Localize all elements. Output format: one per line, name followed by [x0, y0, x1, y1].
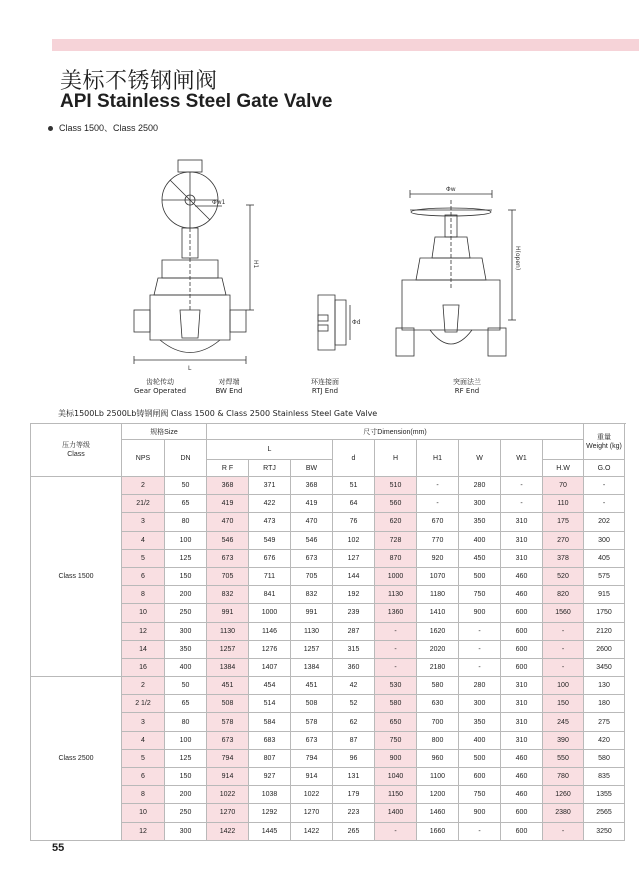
table-cell: 728 [375, 531, 417, 549]
table-cell: 310 [501, 695, 543, 713]
table-cell: - [459, 622, 501, 640]
table-cell: 549 [249, 531, 291, 549]
table-cell: 550 [543, 749, 584, 767]
table-cell: 1410 [417, 604, 459, 622]
table-cell: 960 [417, 749, 459, 767]
table-cell: 150 [165, 567, 207, 585]
table-cell: 673 [291, 731, 333, 749]
rf-header: R F [207, 460, 249, 477]
table-cell: 1130 [375, 586, 417, 604]
table-cell: 180 [584, 695, 625, 713]
table-cell: 2 [122, 477, 165, 495]
table-cell: 2020 [417, 640, 459, 658]
table-cell: 420 [584, 731, 625, 749]
table-cell: 832 [207, 586, 249, 604]
table-cell: 700 [417, 713, 459, 731]
table-cell: 470 [291, 513, 333, 531]
table-cell: 310 [501, 731, 543, 749]
gear-operated-valve-drawing [134, 160, 254, 364]
table-cell: 1355 [584, 786, 625, 804]
table-cell: 1257 [291, 640, 333, 658]
table-cell: 1260 [543, 786, 584, 804]
header-accent-band [52, 39, 639, 51]
table-cell: 400 [459, 531, 501, 549]
table-cell: 900 [459, 804, 501, 822]
caption-rtj-cn: 环连接面 [311, 378, 339, 386]
table-cell: - [375, 622, 417, 640]
table-cell: - [543, 658, 584, 676]
table-cell: 42 [333, 677, 375, 695]
table-cell: 546 [291, 531, 333, 549]
table-cell: 1022 [207, 786, 249, 804]
table-cell: 1292 [249, 804, 291, 822]
table-cell: 419 [207, 495, 249, 513]
table-cell: 125 [165, 749, 207, 767]
table-cell: 920 [417, 549, 459, 567]
table-cell: 673 [207, 549, 249, 567]
page-title-cn: 美标不锈钢闸阀 [60, 69, 218, 94]
table-cell: 350 [459, 713, 501, 731]
table-cell: 575 [584, 567, 625, 585]
table-cell: 1200 [417, 786, 459, 804]
table-cell: 500 [459, 749, 501, 767]
table-cell: 300 [459, 495, 501, 513]
table-cell: 1000 [375, 567, 417, 585]
table-cell: 915 [584, 586, 625, 604]
table-cell: 673 [291, 549, 333, 567]
table-cell: 310 [501, 531, 543, 549]
valve-drawings [100, 160, 520, 400]
pressure-class-header: 压力等级 Class [31, 424, 122, 477]
table-cell: 130 [584, 677, 625, 695]
table-cell: 750 [459, 586, 501, 604]
dim-h1-label: H1 [252, 260, 259, 269]
table-cell: 673 [207, 731, 249, 749]
table-cell: 600 [501, 658, 543, 676]
table-cell: 76 [333, 513, 375, 531]
table-cell: 300 [165, 822, 207, 840]
table-cell: 600 [501, 622, 543, 640]
table-cell: 1400 [375, 804, 417, 822]
table-cell: 270 [543, 531, 584, 549]
table-cell: 676 [249, 549, 291, 567]
table-cell: 1270 [207, 804, 249, 822]
table-cell: - [459, 658, 501, 676]
table-cell: 1038 [249, 786, 291, 804]
d-header: d [333, 440, 375, 477]
table-cell: 419 [291, 495, 333, 513]
table-cell: 900 [375, 749, 417, 767]
table-cell: 12 [122, 622, 165, 640]
table-cell: 2180 [417, 658, 459, 676]
class-cell: Class 2500 [31, 677, 122, 841]
table-cell: - [375, 658, 417, 676]
table-cell: 21/2 [122, 495, 165, 513]
table-cell: 900 [459, 604, 501, 622]
table-cell: 405 [584, 549, 625, 567]
table-cell: 1620 [417, 622, 459, 640]
table-cell: 600 [501, 804, 543, 822]
hw-header: H.W [543, 460, 584, 477]
table-cell: 683 [249, 731, 291, 749]
caption-rtj-end [300, 378, 350, 396]
caption-rf-en: RF End [454, 387, 480, 395]
table-cell: 510 [375, 477, 417, 495]
table-cell: - [459, 640, 501, 658]
table-cell: 8 [122, 786, 165, 804]
dim-l-label: L [188, 365, 192, 372]
table-cell: 2600 [584, 640, 625, 658]
table-cell: 1360 [375, 604, 417, 622]
table-cell: 580 [417, 677, 459, 695]
dim-d-label: Φd [352, 319, 361, 326]
table-cell: 508 [207, 695, 249, 713]
table-cell: - [501, 477, 543, 495]
caption-bw-cn: 对焊端 [218, 378, 240, 386]
table-cell: 310 [501, 513, 543, 531]
dn-header: DN [165, 440, 207, 477]
table-cell: 4 [122, 731, 165, 749]
table-cell: - [584, 495, 625, 513]
table-cell: 360 [333, 658, 375, 676]
table-cell: 2565 [584, 804, 625, 822]
table-cell: 239 [333, 604, 375, 622]
table-cell: - [543, 622, 584, 640]
table-cell: 310 [501, 713, 543, 731]
class-cell: Class 1500 [31, 477, 122, 677]
table-cell: 127 [333, 549, 375, 567]
table-cell: 600 [459, 768, 501, 786]
table-cell: 1146 [249, 622, 291, 640]
table-row [31, 477, 625, 495]
caption-rf-cn: 突面法兰 [453, 378, 481, 386]
page-number: 55 [52, 842, 65, 854]
table-cell: 10 [122, 604, 165, 622]
table-cell: 584 [249, 713, 291, 731]
table-cell: 245 [543, 713, 584, 731]
table-cell: 578 [291, 713, 333, 731]
table-cell: 460 [501, 586, 543, 604]
table-cell: 460 [501, 749, 543, 767]
table-cell: 2120 [584, 622, 625, 640]
table-cell: 670 [417, 513, 459, 531]
dimension-header: 尺寸Dimension(mm) [207, 424, 584, 440]
table-cell: 100 [165, 731, 207, 749]
w-header: W [459, 440, 501, 477]
rtj-end-detail-drawing [318, 295, 350, 350]
table-cell: 454 [249, 677, 291, 695]
page-title-en: API Stainless Steel Gate Valve [60, 91, 333, 112]
table-cell: - [417, 495, 459, 513]
table-cell: 835 [584, 768, 625, 786]
table-cell: 200 [165, 586, 207, 604]
table-cell: 280 [459, 477, 501, 495]
table-cell: 650 [375, 713, 417, 731]
table-cell: 100 [543, 677, 584, 695]
table-cell: 711 [249, 567, 291, 585]
table-cell: 310 [501, 677, 543, 695]
table-cell: 1560 [543, 604, 584, 622]
table-cell: 62 [333, 713, 375, 731]
table-cell: 300 [165, 622, 207, 640]
table-cell: 96 [333, 749, 375, 767]
table-cell: 422 [249, 495, 291, 513]
table-cell: 5 [122, 749, 165, 767]
table-cell: 4 [122, 531, 165, 549]
table-cell: 10 [122, 804, 165, 822]
table-cell: 192 [333, 586, 375, 604]
table-cell: 368 [291, 477, 333, 495]
caption-bw-en: BW End [215, 387, 243, 395]
table-cell: 65 [165, 695, 207, 713]
nps-header: NPS [122, 440, 165, 477]
table-cell: 820 [543, 586, 584, 604]
table-cell: 927 [249, 768, 291, 786]
table-cell: 3450 [584, 658, 625, 676]
rtj-header: RTJ [249, 460, 291, 477]
bw-header: BW [291, 460, 333, 477]
table-cell: 841 [249, 586, 291, 604]
table-cell: 287 [333, 622, 375, 640]
table-cell: 1384 [207, 658, 249, 676]
table-cell: 179 [333, 786, 375, 804]
caption-gear-cn: 齿轮传动 [146, 378, 174, 386]
table-cell: 514 [249, 695, 291, 713]
table-cell: 1422 [207, 822, 249, 840]
table-cell: 3 [122, 713, 165, 731]
class-bullet [48, 121, 158, 134]
table-cell: 175 [543, 513, 584, 531]
table-cell: 350 [459, 513, 501, 531]
table-cell: 300 [584, 531, 625, 549]
table-cell: 223 [333, 804, 375, 822]
table-cell: 560 [375, 495, 417, 513]
table-cell: 350 [165, 640, 207, 658]
table-cell: 125 [165, 549, 207, 567]
table-cell: 705 [207, 567, 249, 585]
table-cell: 14 [122, 640, 165, 658]
table-cell: 508 [291, 695, 333, 713]
table-cell: 1150 [375, 786, 417, 804]
table-cell: 100 [165, 531, 207, 549]
table-cell: 1257 [207, 640, 249, 658]
table-cell: 600 [501, 604, 543, 622]
table-cell: 832 [291, 586, 333, 604]
table-cell: 991 [291, 604, 333, 622]
table-cell: 16 [122, 658, 165, 676]
table-cell: 50 [165, 477, 207, 495]
table-cell: 2 1/2 [122, 695, 165, 713]
class-list: Class 1500、Class 2500 [59, 123, 159, 133]
table-cell: 870 [375, 549, 417, 567]
table-cell: 378 [543, 549, 584, 567]
dim-h-label: H(open) [514, 246, 521, 271]
table-cell: 80 [165, 713, 207, 731]
table-cell: 451 [207, 677, 249, 695]
table-cell: 5 [122, 549, 165, 567]
table-cell: 200 [165, 786, 207, 804]
table-cell: 473 [249, 513, 291, 531]
w1-header: W1 [501, 440, 543, 477]
table-cell: 580 [584, 749, 625, 767]
table-cell: 6 [122, 567, 165, 585]
table-cell: 368 [207, 477, 249, 495]
go-header: G.O [584, 460, 625, 477]
table-row [31, 677, 625, 695]
rf-end-valve-drawing [396, 190, 516, 356]
h-header: H [375, 440, 417, 477]
table-cell: - [543, 822, 584, 840]
table-cell: 460 [501, 786, 543, 804]
table-cell: 150 [543, 695, 584, 713]
table-cell: 250 [165, 804, 207, 822]
table-cell: 1276 [249, 640, 291, 658]
table-cell: 750 [375, 731, 417, 749]
table-cell: 451 [291, 677, 333, 695]
table-cell: 750 [459, 786, 501, 804]
caption-rf-end [442, 378, 492, 396]
table-cell: 390 [543, 731, 584, 749]
table-cell: 1407 [249, 658, 291, 676]
table-cell: 578 [207, 713, 249, 731]
bullet-dot-icon [48, 126, 53, 131]
table-cell: 530 [375, 677, 417, 695]
table-cell: 794 [291, 749, 333, 767]
table-cell: 250 [165, 604, 207, 622]
table-cell: 1130 [207, 622, 249, 640]
table-cell: 546 [207, 531, 249, 549]
table-cell: 52 [333, 695, 375, 713]
table-cell: 70 [543, 477, 584, 495]
table-cell: 991 [207, 604, 249, 622]
caption-gear-operated [130, 378, 190, 396]
table-cell: 2 [122, 677, 165, 695]
table-cell: 914 [207, 768, 249, 786]
table-cell: 1270 [291, 804, 333, 822]
table-cell: 1180 [417, 586, 459, 604]
table-cell: 794 [207, 749, 249, 767]
l-header: L [207, 440, 333, 460]
table-cell: 102 [333, 531, 375, 549]
table-cell: 400 [165, 658, 207, 676]
table-cell: 1070 [417, 567, 459, 585]
table-cell: 50 [165, 677, 207, 695]
caption-gear-en: Gear Operated [133, 387, 187, 395]
table-cell: 450 [459, 549, 501, 567]
table-cell: - [417, 477, 459, 495]
table-cell: 12 [122, 822, 165, 840]
table-cell: 265 [333, 822, 375, 840]
h1-header: H1 [417, 440, 459, 477]
table-cell: - [501, 495, 543, 513]
table-cell: 3 [122, 513, 165, 531]
table-cell: - [459, 822, 501, 840]
table-cell: 3250 [584, 822, 625, 840]
size-header: 规格Size [122, 424, 207, 440]
table-cell: 310 [501, 549, 543, 567]
table-cell: 371 [249, 477, 291, 495]
table-cell: 275 [584, 713, 625, 731]
table-cell: 1022 [291, 786, 333, 804]
table-cell: 65 [165, 495, 207, 513]
table-cell: 1660 [417, 822, 459, 840]
table-cell: 6 [122, 768, 165, 786]
table-cell: 580 [375, 695, 417, 713]
table-cell: 500 [459, 567, 501, 585]
table-cell: 800 [417, 731, 459, 749]
table-cell: 280 [459, 677, 501, 695]
table-cell: 780 [543, 768, 584, 786]
caption-bw-end [204, 378, 254, 396]
table-cell: 630 [417, 695, 459, 713]
table-cell: 1422 [291, 822, 333, 840]
table-cell: 87 [333, 731, 375, 749]
table-caption: 美标1500Lb 2500Lb铸钢闸阀 Class 1500 & Class 2500 Stainless Steel Gate Valve [58, 409, 378, 418]
table-cell: 705 [291, 567, 333, 585]
dim-w1-label: Φw1 [212, 199, 226, 206]
table-cell: 131 [333, 768, 375, 786]
table-cell: 150 [165, 768, 207, 786]
table-cell: 914 [291, 768, 333, 786]
table-cell: 80 [165, 513, 207, 531]
table-cell: 1445 [249, 822, 291, 840]
table-cell: 770 [417, 531, 459, 549]
table-cell: 520 [543, 567, 584, 585]
table-cell: 64 [333, 495, 375, 513]
table-cell: 600 [501, 640, 543, 658]
table-cell: 202 [584, 513, 625, 531]
dimension-table [30, 423, 625, 841]
table-cell: 1384 [291, 658, 333, 676]
table-cell: 1460 [417, 804, 459, 822]
table-cell: 1130 [291, 622, 333, 640]
table-cell: 8 [122, 586, 165, 604]
table-cell: 1040 [375, 768, 417, 786]
table-cell: 110 [543, 495, 584, 513]
caption-rtj-en: RTJ End [311, 387, 339, 395]
table-body [31, 477, 625, 841]
table-cell: - [375, 822, 417, 840]
table-cell: 315 [333, 640, 375, 658]
table-cell: 460 [501, 768, 543, 786]
table-cell: - [543, 640, 584, 658]
table-cell: 1750 [584, 604, 625, 622]
table-cell: 400 [459, 731, 501, 749]
table-cell: 51 [333, 477, 375, 495]
table-cell: - [584, 477, 625, 495]
table-cell: 620 [375, 513, 417, 531]
table-cell: 2380 [543, 804, 584, 822]
table-cell: 144 [333, 567, 375, 585]
table-cell: 600 [501, 822, 543, 840]
table-cell: 300 [459, 695, 501, 713]
table-cell: 1000 [249, 604, 291, 622]
dim-w-label: Φw [446, 186, 456, 193]
table-cell: 470 [207, 513, 249, 531]
table-cell: 807 [249, 749, 291, 767]
table-cell: 460 [501, 567, 543, 585]
table-cell: 1100 [417, 768, 459, 786]
table-cell: - [375, 640, 417, 658]
weight-header: 重量 Weight (kg) [584, 424, 625, 460]
